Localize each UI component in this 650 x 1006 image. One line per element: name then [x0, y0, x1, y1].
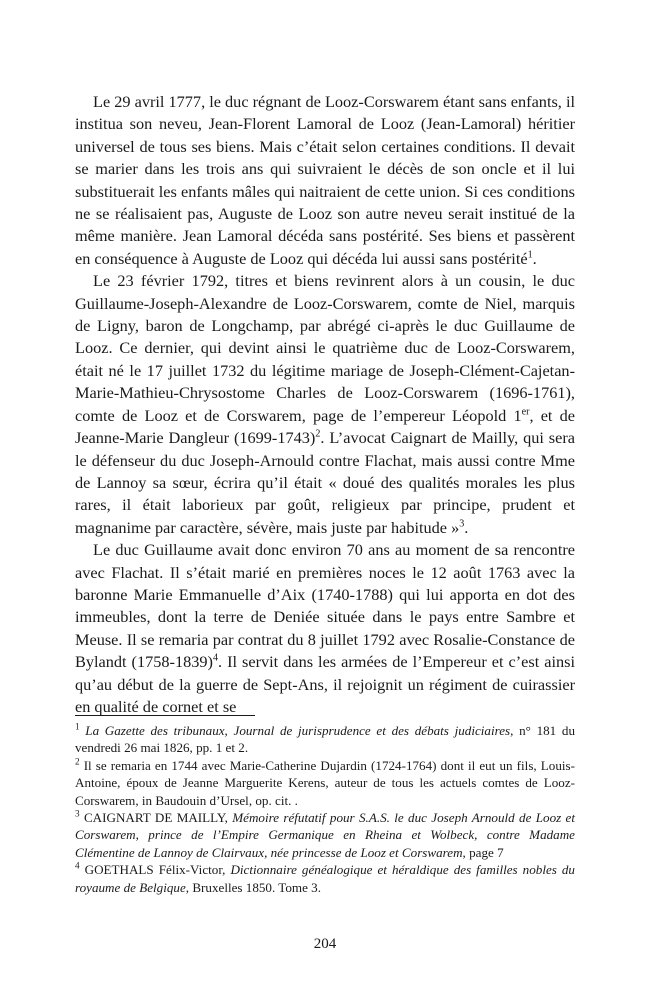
- footnote-author: GOETHALS Félix-Victor,: [84, 862, 231, 878]
- paragraph: Le 23 février 1792, titres et biens revinrent alors à un cousin, le duc Guillaume-Joseph-Alexandre de Looz-Corswarem, comte de Niel, marquis de Ligny, baron de Longchamp, par abrégé ci-après le duc Guillaume de Looz. Ce dernier, qui devint ainsi le quatrième duc de Looz-Corswarem, était né le 17 juillet 1732 du légitime mariage de Joseph-Clément-Cajetan-Marie-Mathieu-Chrysostome Charles de Looz-Corswarem (1696-1761), comte de Looz et de Corswarem, page de l’empereur Léopold 1er, et de Jeanne-Marie Dangleur (1699-1743)$^2$. L’avocat Caignart de Mailly, qui sera le défenseur du duc Joseph-Arnould contre Flachat, mais aussi contre Mme de Lannoy sa sœur, écrira qu’il était « doué des qualités morales les plus rares, il était laborieux par goût, religieux par principe, prudent et magnanime par caractère, sévère, mais juste par habitude »$^3$.: [75, 271, 576, 537]
- ordinal-suffix: er: [521, 406, 530, 418]
- footnote-ref[interactable]: 3: [459, 518, 465, 530]
- footnote-title: La Gazette des tribunaux, Journal de jurisprudence et des débats judiciaires: [85, 723, 511, 738]
- footnote-number: 2: [75, 756, 80, 767]
- paragraph: Le 29 avril 1777, le duc régnant de Looz-Corswarem étant sans enfants, il institua son neveu, Jean-Florent Lamoral de Looz (Jean-Lamoral) héritier universel de tous ses biens. Mais c’était selon certaines conditions. Il devait se marier dans les trois ans qui suivraient le décès de son oncle et il lui substituerait les enfants mâles qui naitraient de cette union. Si ces conditions ne se réalisaient pas, Auguste de Looz son autre neveu serait institué de la même manière. Jean Lamoral décéda sans postérité. Ses biens et passèrent en conséquence à Auguste de Looz qui décéda lui aussi sans postérité$^1$.: [75, 92, 575, 268]
- footnote: $^2$ Il se remaria en 1744 avec Marie-Catherine Dujardin (1724-1764) dont il eut un fils, Louis-Antoine, époux de Jeanne Marguerite Kerens, auteur de tous les actuels comtes de Looz-Corswarem, in Baudouin d’Ursel, op. cit. .: [75, 756, 575, 808]
- main-text: [75, 91, 575, 718]
- footnote: $^4$ GOETHALS Félix-Victor, Dictionnaire généalogique et héraldique des familles nobles du royaume de Belgique, Bruxelles 1850. Tome 3.: [75, 860, 575, 895]
- footnote: $^3$ CAIGNART DE MAILLY, Mémoire réfutatif pour S.A.S. le duc Joseph Arnould de Looz et Corswarem, prince de l’Empire Germanique en Rheina et Wolbeck, contre Madame Clémentine de Lannoy de Clairvaux, née princesse de Looz et Corswarem, page 7: [75, 808, 576, 860]
- footnote-number: 1: [75, 721, 80, 732]
- footnote-number: 4: [75, 860, 80, 871]
- footnote-ref[interactable]: 1: [527, 249, 533, 261]
- footnote-author: CAIGNART DE MAILLY,: [83, 810, 233, 826]
- footnote-ref[interactable]: 4: [212, 652, 218, 664]
- page-number: 204: [313, 936, 337, 952]
- footnote-separator: [75, 715, 255, 716]
- footnote-title: Mémoire réfutatif pour S.A.S. le duc Joseph Arnould de Looz et Corswarem, prince de l’Empire Germanique en Rheina et Wolbeck, contre Madame Clémentine de Lannoy de Clairvaux, née princesse de Looz et Corswarem: [75, 810, 576, 860]
- footnote-number: 3: [75, 808, 80, 819]
- footnote: $^1$ La Gazette des tribunaux, Journal de jurisprudence et des débats judiciaires, n° 181 du vendredi 26 mai 1826, pp. 1 et 2.: [75, 721, 575, 756]
- paragraph: Le duc Guillaume avait donc environ 70 ans au moment de sa rencontre avec Flachat. Il s’était marié en premières noces le 12 août 1763 avec la baronne Marie Emmanuelle d’Aix (1740-1788) qui lui apporta en dot des immeubles, dont la terre de Deniée située dans le pays entre Sambre et Meuse. Il se remaria par contrat du 8 juillet 1792 avec Rosalie-Constance de Bylandt (1758-1839)$^4$. Il servit dans les armées de l’Empereur et c’est ainsi qu’au début de la guerre de Sept-Ans, il rejoignit un régiment de cuirassier en qualité de cornet et se: [75, 540, 576, 716]
- footnote-ref[interactable]: 2: [315, 428, 321, 440]
- footnote-title: Dictionnaire généalogique et héraldique des familles nobles du royaume de Belgique: [75, 862, 575, 895]
- footnotes: [75, 722, 575, 896]
